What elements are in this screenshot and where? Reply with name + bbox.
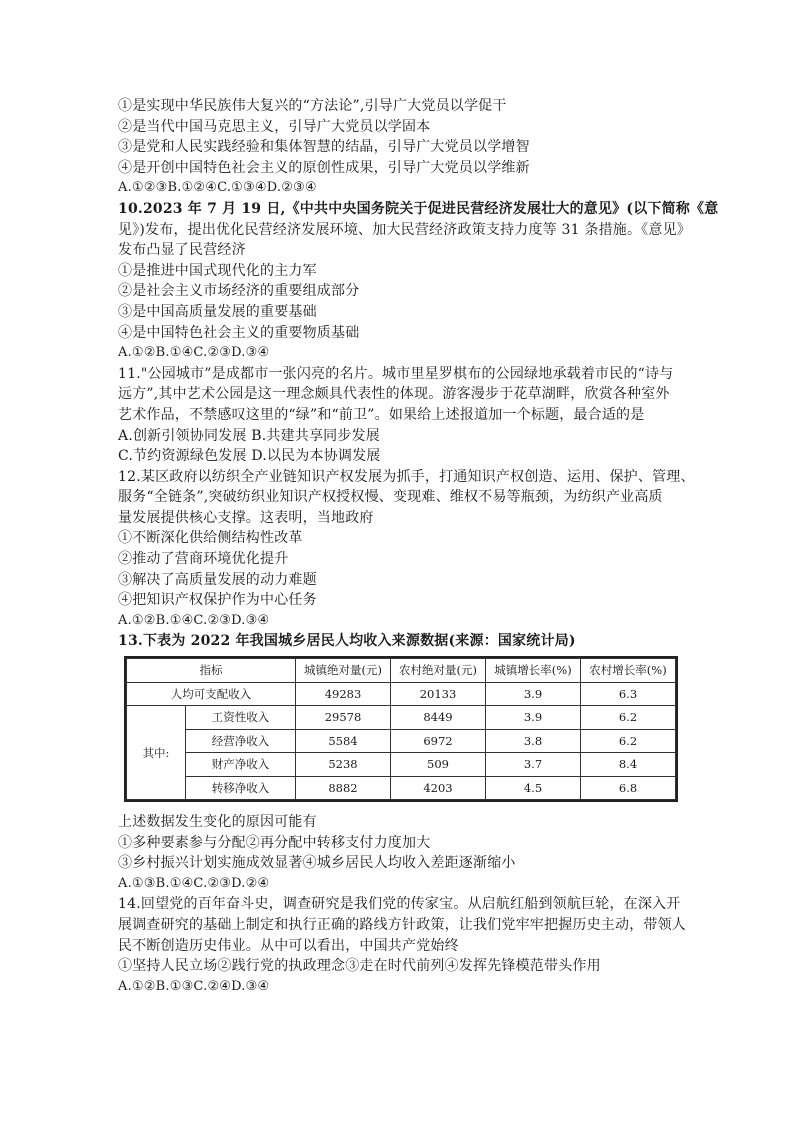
table-cell: 人均可支配收入 — [127, 682, 296, 706]
answer-choices: A.①②B.①③C.②④D.③④ — [118, 978, 270, 994]
answer-choices: A.①②B.①④C.②③D.③④ — [118, 345, 270, 361]
table-cell: 5584 — [296, 729, 391, 753]
question-stem: 展调查研究的基础上制定和执行正确的路线方针政策，让我们党牢牢把握历史主动，带领人 — [118, 917, 686, 933]
table-cell: 3.9 — [486, 706, 581, 730]
option: ③乡村振兴计划实施成效显著④城乡居民人均收入差距逐渐缩小 — [118, 855, 516, 872]
table-header-cell: 指标 — [127, 659, 296, 683]
income-table — [126, 658, 676, 800]
option: ④是开创中国特色社会主义的原创性成果，引导广大党员以学维新 — [118, 159, 530, 176]
table-cell: 6.3 — [581, 682, 676, 706]
question-stem: 艺术作品，不禁感叹这里的“绿”和“前卫”。如果给上述报道加一个标题，最合适的是 — [118, 406, 645, 423]
question-11 — [118, 364, 678, 467]
answer-choices: A.①②B.①④C.②③D.③④ — [118, 612, 270, 628]
option: ①不断深化供给侧结构性改革 — [118, 530, 303, 547]
answer-choices: A.①③B.①④C.②③D.②④ — [118, 875, 270, 891]
question-9-options — [118, 96, 678, 199]
question-stem: 上述数据发生变化的原因可能有 — [118, 814, 317, 831]
option: ②是当代中国马克思主义，引导广大党员以学固本 — [118, 118, 431, 135]
table-header-cell: 农村增长率(%) — [581, 659, 676, 683]
table-cell: 3.9 — [486, 682, 581, 706]
option: ②推动了营商环境优化提升 — [118, 551, 289, 568]
table-cell: 20133 — [391, 682, 486, 706]
question-stem: 13.下表为 2022 年我国城乡居民人均收入来源数据(来源：国家统计局) — [118, 633, 576, 650]
table-cell: 8.4 — [581, 753, 676, 777]
question-stem: 服务“全链条”,突破纺织业知识产权授权慢、变现难、维权不易等瓶颈，为纺织产业高质 — [118, 489, 663, 506]
option: ③是中国高质量发展的重要基础 — [118, 303, 317, 320]
question-stem: 民不断创造历史伟业。从中可以看出，中国共产党始终 — [118, 937, 459, 954]
answer-choices: A.创新引领协同发展 B.共建共享同步发展 — [118, 427, 380, 444]
table-row — [127, 682, 676, 706]
question-stem: 量发展提供核心支撑。这表明，当地政府 — [118, 509, 374, 526]
table-row — [127, 753, 676, 777]
option: ①是实现中华民族伟大复兴的“方法论”,引导广大党员以学促干 — [118, 98, 507, 114]
question-stem: 11."公园城市”是成都市一张闪亮的名片。城市里星罗棋布的公园绿地承载着市民的“诗与 — [118, 365, 674, 382]
question-13 — [118, 631, 678, 894]
table-cell: 工资性收入 — [186, 706, 296, 730]
table-cell: 6972 — [391, 729, 486, 753]
table-cell: 6.8 — [581, 776, 676, 800]
option: ①多种要素参与分配②再分配中转移支付力度加大 — [118, 834, 431, 851]
question-stem: 发布凸显了民营经济 — [118, 242, 246, 259]
question-14 — [118, 894, 686, 997]
answer-choices: C.节约资源绿色发展 D.以民为本协调发展 — [118, 448, 381, 465]
table-cell: 6.2 — [581, 706, 676, 730]
table-cell: 8449 — [391, 706, 486, 730]
table-cell: 29578 — [296, 706, 391, 730]
table-header-cell: 农村绝对量(元) — [391, 659, 486, 683]
table-cell: 财产净收入 — [186, 753, 296, 777]
table-cell: 转移净收入 — [186, 776, 296, 800]
table-row — [127, 776, 676, 800]
table-row — [127, 729, 676, 753]
table-header-row — [127, 659, 676, 683]
table-cell: 509 — [391, 753, 486, 777]
question-stem: 12.某区政府以纺织全产业链知识产权发展为抓手，打通知识产权创造、运用、保护、管理、 — [118, 468, 695, 485]
table-header-cell: 城镇增长率(%) — [486, 659, 581, 683]
option: ④把知识产权保护作为中心任务 — [118, 592, 317, 609]
option: ②是社会主义市场经济的重要组成部分 — [118, 283, 360, 300]
question-stem: 远方”,其中艺术公园是这一理念颇具代表性的体现。游客漫步于花草湖畔，欣赏各种室外 — [118, 386, 670, 403]
table-cell: 3.7 — [486, 753, 581, 777]
question-stem: 见》)发布，提出优化民营经济发展环境、加大民营经济政策支持力度等 31 条措施。《意见》 — [118, 221, 691, 238]
question-stem: 10.2023 年 7 月 19 日,《中共中央国务院关于促进民营经济发展壮大的意见》(以下简称《意 — [118, 200, 719, 217]
question-12 — [118, 467, 695, 632]
income-table-frame — [124, 656, 678, 802]
table-row — [127, 706, 676, 730]
table-cell: 4203 — [391, 776, 486, 800]
table-cell: 6.2 — [581, 729, 676, 753]
question-stem: 14.回望党的百年奋斗史，调查研究是我们党的传家宝。从启航红船到领航巨轮，在深入开 — [118, 896, 681, 913]
table-cell: 经营净收入 — [186, 729, 296, 753]
table-cell: 49283 — [296, 682, 391, 706]
table-cell: 4.5 — [486, 776, 581, 800]
table-cell: 5238 — [296, 753, 391, 777]
option: ④是中国特色社会主义的重要物质基础 — [118, 324, 360, 341]
table-group-label: 其中: — [127, 706, 186, 800]
table-cell: 8882 — [296, 776, 391, 800]
exam-page — [118, 96, 719, 997]
table-header-cell: 城镇绝对量(元) — [296, 659, 391, 683]
option: ①是推进中国式现代化的主力军 — [118, 262, 317, 279]
option: ①坚持人民立场②践行党的执政理念③走在时代前列④发挥先锋模范带头作用 — [118, 958, 601, 975]
answer-choices: A.①②③B.①②④C.①③④D.②③④ — [118, 180, 317, 196]
table-cell: 3.8 — [486, 729, 581, 753]
option: ③是党和人民实践经验和集体智慧的结晶，引导广大党员以学增智 — [118, 139, 530, 156]
question-10 — [118, 199, 719, 364]
option: ③解决了高质量发展的动力难题 — [118, 571, 317, 588]
